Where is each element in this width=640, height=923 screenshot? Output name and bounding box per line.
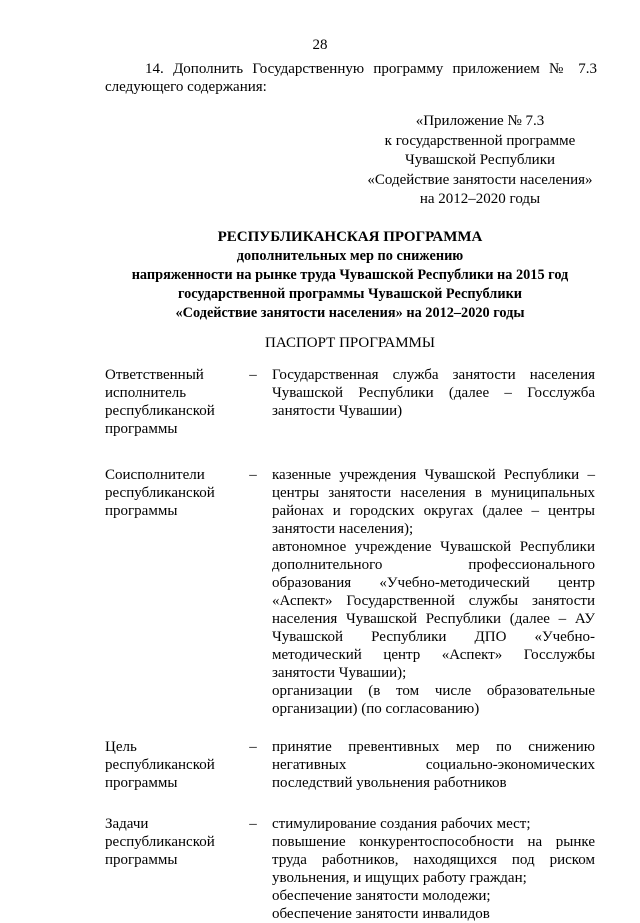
passport-value [272,366,595,420]
page-number: 28 [312,37,328,53]
passport-value [272,815,595,923]
appendix-line: Чувашской Республики [404,152,556,168]
passport-dash: – [249,739,257,755]
program-title-main: РЕСПУБЛИКАНСКАЯ ПРОГРАММА [217,229,483,245]
passport-value-item: автономное учреждение Чувашской Республики дополнительного профессионального образования «Учебно-методический центр «Аспект» Государственной службы занятости населения Чувашской Республики (далее – АУ Чувашской Республики ДПО «Учебно-методический центр «Аспект» Госслужбы занятости Чувашии); [272,539,595,681]
program-title-line: «Содействие занятости населения» на 2012–2020 годы [175,305,525,321]
passport-value [272,466,595,718]
program-title [100,228,600,323]
passport-label: Задачи республиканской программы [105,816,215,868]
passport-label: Цель республиканской программы [105,739,215,791]
passport-row-coexecutors [105,466,597,718]
passport-value-item: обеспечение занятости молодежи; [272,888,491,904]
passport-value-item: принятие превентивных мер по снижению негативных социально-экономических последствий увольнения работников [272,739,595,791]
passport-table [105,366,597,923]
passport-value-item: обеспечение занятости инвалидов [272,906,490,922]
program-title-line: напряженности на рынке труда Чувашской Республики на 2015 год [131,267,569,283]
appendix-line: «Приложение № 7.3 [415,113,545,129]
passport-value-item: казенные учреждения Чувашской Республики – центры занятости населения в муниципальных районах и городских округах (далее – центры занятости населения); [272,467,595,537]
passport-value-item: повышение конкурентоспособности на рынке труда работников, находящихся под риском увольнения, и ищущих работу граждан; [272,834,595,886]
passport-value-item: организации (в том числе образовательные организации) (по согласованию) [272,683,595,717]
passport-label: Соисполнители республиканской программы [105,467,215,519]
intro-paragraph: 14. Дополнить Государственную программу приложением № 7.3 следующего содержания: [105,61,597,95]
passport-row-goal [105,738,597,792]
program-title-line: государственной программы Чувашской Республики [177,286,523,302]
appendix-line: к государственной программе [384,132,576,149]
appendix-reference [345,112,615,210]
passport-dash: – [249,816,257,832]
passport-row-tasks [105,815,597,923]
passport-value-item: Государственная служба занятости населения Чувашской Республики (далее – Госслужба занятости Чувашии) [272,367,595,419]
passport-row-responsible [105,366,597,438]
appendix-line: «Содействие занятости населения» [367,171,593,188]
passport-value-item: стимулирование создания рабочих мест; [272,816,531,832]
passport-value [272,738,595,792]
appendix-line: на 2012–2020 годы [419,191,541,207]
program-title-line: дополнительных мер по снижению [236,248,464,264]
passport-dash: – [249,467,257,483]
passport-heading: ПАСПОРТ ПРОГРАММЫ [265,335,435,351]
passport-label: Ответственный исполнитель республиканской программы [105,367,215,437]
passport-dash: – [249,367,257,383]
